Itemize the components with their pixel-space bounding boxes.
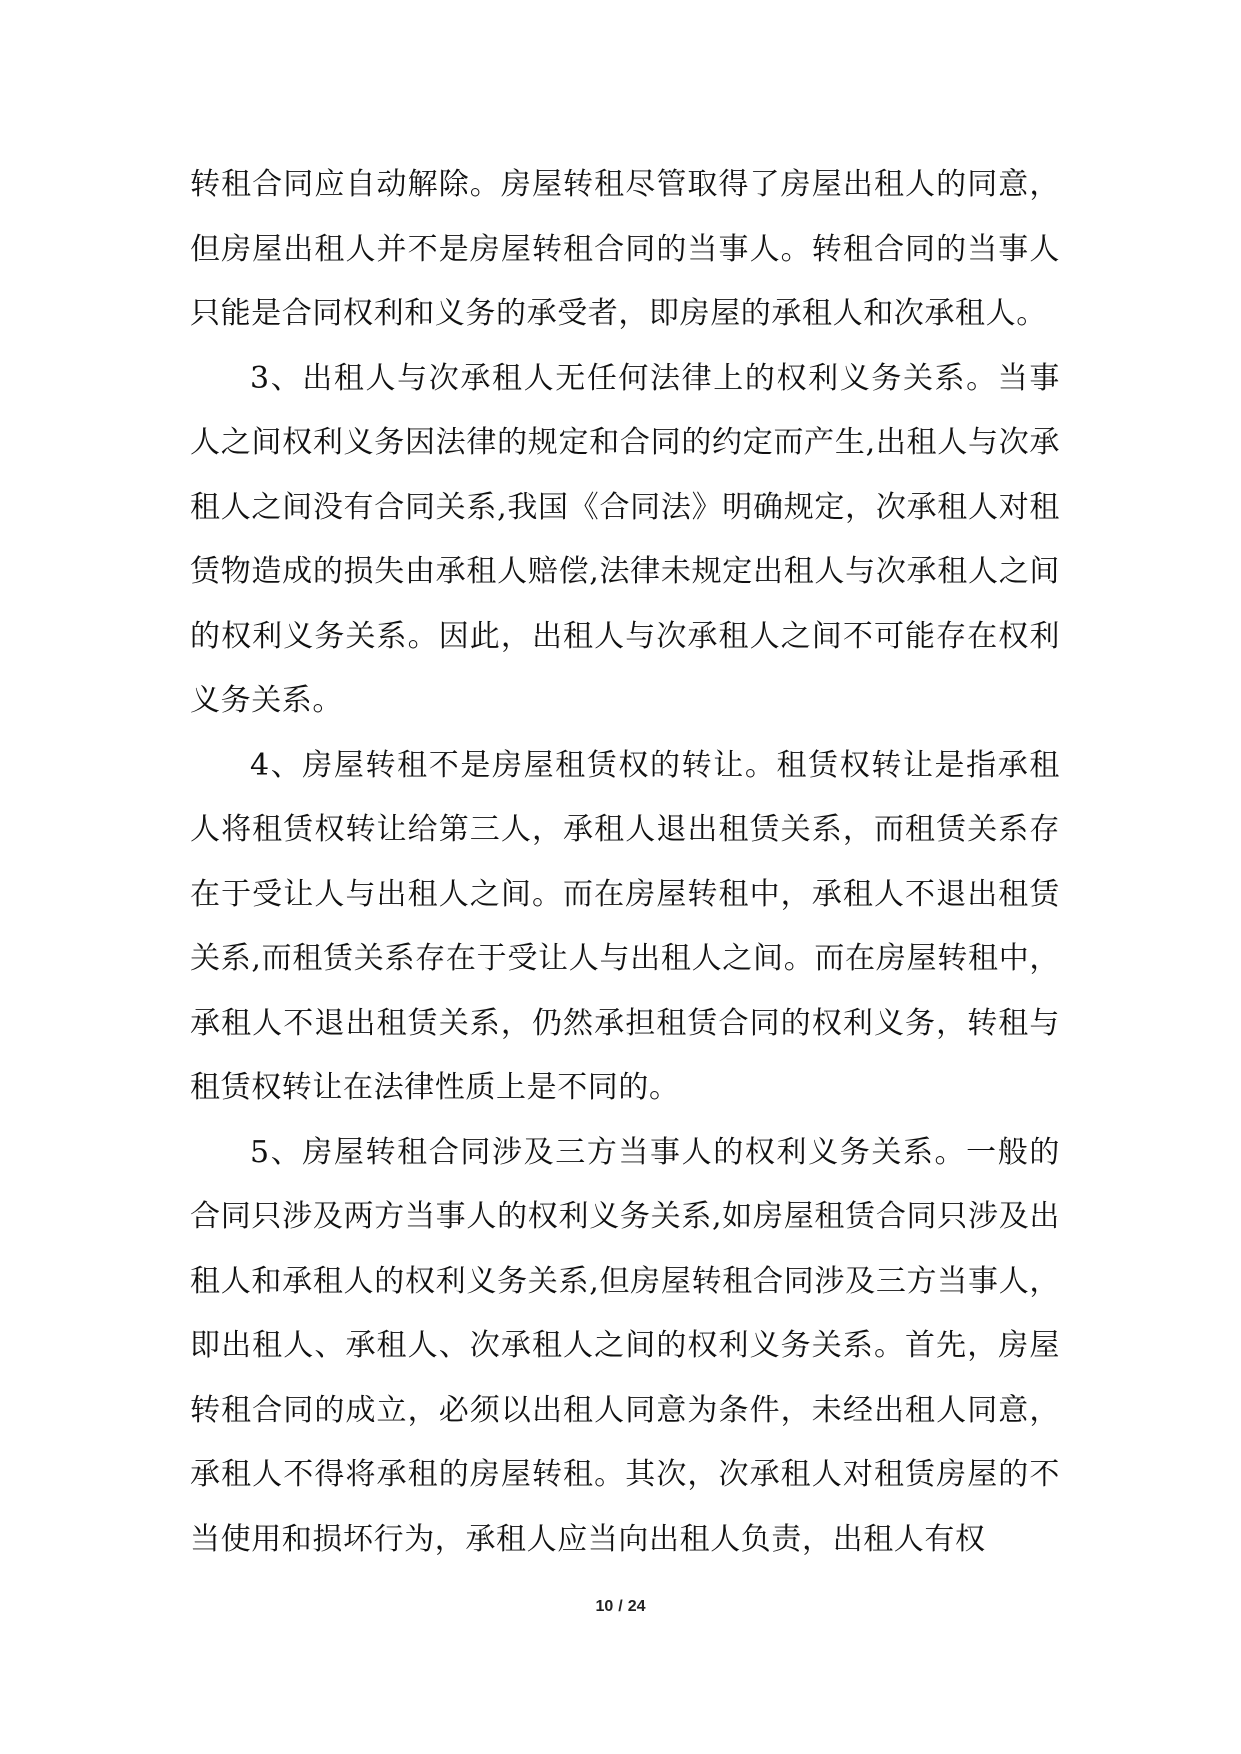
total-pages-number: 24 <box>627 1598 646 1615</box>
paragraph-continuation: 转租合同应自动解除。房屋转租尽管取得了房屋出租人的同意，但房屋出租人并不是房屋转租合同的当事人。转租合同的当事人只能是合同权利和义务的承受者，即房屋的承租人和次承租人。 <box>190 167 1060 331</box>
paragraph-point-3: 3、出租人与次承租人无任何法律上的权利义务关系。当事人之间权利义务因法律的规定和合同的约定而产生,出租人与次承租人之间没有合同关系,我国《合同法》明确规定，次承租人对租赁物造成的损失由承租人赔偿,法律未规定出租人与次承租人之间的权利义务关系。因此，出租人与次承租人之间不可能存在权利义务关系。 <box>190 360 1060 718</box>
page-separator: / <box>618 1598 623 1615</box>
page-number-footer <box>0 1598 1241 1616</box>
paragraph-point-4: 4、房屋转租不是房屋租赁权的转让。租赁权转让是指承租人将租赁权转让给第三人，承租人退出租赁关系，而租赁关系存在于受让人与出租人之间。而在房屋转租中，承租人不退出租赁关系,而租赁关系存在于受让人与出租人之间。而在房屋转租中，承租人不退出租赁关系，仍然承担租赁合同的权利义务，转租与租赁权转让在法律性质上是不同的。 <box>190 747 1060 1105</box>
body-text <box>190 153 1060 1572</box>
paragraph-point-5: 5、房屋转租合同涉及三方当事人的权利义务关系。一般的合同只涉及两方当事人的权利义务关系,如房屋租赁合同只涉及出租人和承租人的权利义务关系,但房屋转租合同涉及三方当事人，即出租人、承租人、次承租人之间的权利义务关系。首先，房屋转租合同的成立，必须以出租人同意为条件，未经出租人同意，承租人不得将承租的房屋转租。其次，次承租人对租赁房屋的不当使用和损坏行为，承租人应当向出租人负责，出租人有权 <box>190 1134 1060 1557</box>
current-page-number: 10 <box>595 1598 614 1615</box>
